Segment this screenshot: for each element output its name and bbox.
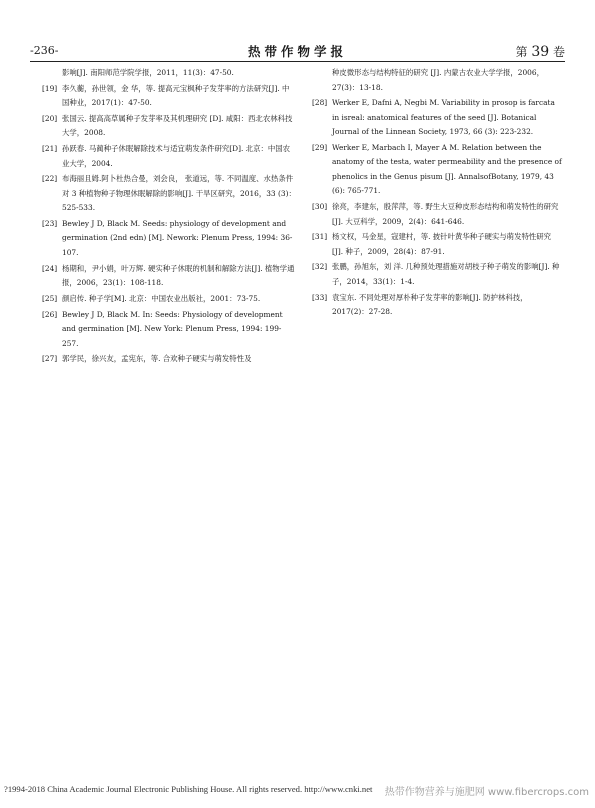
reference-entry xyxy=(312,96,562,140)
reference-entry xyxy=(312,230,562,259)
reference-text: 颜启传. 种子学[M]. 北京：中国农业出版社，2001：73-75. xyxy=(62,293,261,303)
reference-text: 布海丽且姆.阿卜杜热合曼，刘会良， 张道远，等. 不同温度、水热条件对 3 种植物种子物理休眠解除的影响[J]. 干旱区研究，2016，33 (3)：525-533. xyxy=(62,174,296,213)
reference-number: [32] xyxy=(312,262,328,272)
copyright-notice: ?1994-2018 China Academic Journal Electronic Publishing House. All rights reserved. http://www.cnki.net xyxy=(4,784,373,794)
reference-entry xyxy=(42,292,296,307)
reference-number: [24] xyxy=(42,263,58,273)
reference-entry xyxy=(42,352,296,367)
reference-text: 袁宝东. 不同处理对厚朴种子发芽率的影响[J]. 防护林科技，2017(2)：27-28. xyxy=(332,292,528,317)
header-rule xyxy=(30,61,565,62)
references-right-column xyxy=(312,66,562,321)
reference-number: [28] xyxy=(312,98,328,108)
reference-entry xyxy=(312,66,562,95)
page-number: -236- xyxy=(30,44,59,57)
reference-entry xyxy=(312,291,562,320)
reference-entry xyxy=(42,112,296,141)
watermark: 热带作物营养与施肥网 www.fibercrops.com xyxy=(384,787,589,798)
reference-entry xyxy=(42,308,296,352)
page-header xyxy=(30,40,565,60)
volume-prefix: 第 xyxy=(515,45,528,59)
reference-number: [21] xyxy=(42,144,58,154)
reference-entry xyxy=(42,262,296,291)
reference-number: [23] xyxy=(42,218,58,228)
references-left-column xyxy=(42,66,296,368)
reference-text: Bewley J D, Black M. Seeds: physiology of development and germination (2nd edn) [M]. Nework: Plenum Press, 1994: 36-107. xyxy=(62,218,293,257)
reference-number: [20] xyxy=(42,113,58,123)
reference-text: Werker E, Marbach I, Mayer A M. Relation between the anatomy of the testa, water permeability and the presence of phenolics in the Genus pisum [J]. AnnalsofBotany, 1979, 43 (6): 765-771. xyxy=(332,142,562,196)
journal-title: 热带作物学报 xyxy=(247,44,347,59)
reference-entry xyxy=(312,200,562,229)
reference-text: 杨期和，尹小娟，叶万辉. 硬实种子休眠的机制和解除方法[J]. 植物学通报，2006，23(1)：108-118. xyxy=(62,263,295,288)
reference-number: [31] xyxy=(312,232,328,242)
reference-text: 张国云. 提高高草属种子发芽率及其机理研究 [D]. 咸阳：西北农林科技大学，2008. xyxy=(62,113,293,138)
reference-text: 影响[J]. 南阳师范学院学报，2011，11(3)：47-50. xyxy=(62,68,234,77)
reference-entry xyxy=(312,260,562,289)
reference-number: [22] xyxy=(42,174,58,184)
reference-text: 杨文权，马金星，寇建村，等. 披针叶黄华种子硬实与萌发特性研究[J]. 种子，2009，28(4)：87-91. xyxy=(332,232,552,256)
reference-number: [19] xyxy=(42,83,58,93)
reference-number: [26] xyxy=(42,309,58,319)
reference-text: Bewley J D, Black M. In: Seeds: Physiology of development and germination [M]. New York: Plenum Press, 1994: 199-257. xyxy=(62,309,283,348)
reference-entry xyxy=(42,66,296,81)
reference-number: [25] xyxy=(42,293,58,303)
reference-entry xyxy=(42,217,296,261)
reference-entry xyxy=(42,142,296,171)
reference-text: 徐亮，李建东，殷萍萍，等. 野生大豆种皮形态结构和萌发特性的研究[J]. 大豆科学，2009，2(4)：641-646. xyxy=(332,202,559,226)
reference-entry xyxy=(42,82,296,111)
reference-entry xyxy=(312,141,562,199)
reference-text: 郭学民，徐兴友，孟宪东，等. 合欢种子硬实与萌发特性及 xyxy=(62,354,252,364)
reference-number: [33] xyxy=(312,292,328,302)
reference-number: [29] xyxy=(312,142,328,152)
reference-number: [27] xyxy=(42,354,58,364)
reference-text: Werker E, Dafni A, Negbi M. Variability in prosop is farcata in isreal: anatomical features of the seed [J]. Botanical Journal of the Linnean Society, 1973, 66 (3): 223-232. xyxy=(332,98,555,137)
volume-suffix: 卷 xyxy=(552,45,565,59)
reference-entry xyxy=(42,172,296,216)
volume-label xyxy=(515,43,565,60)
reference-text: 李久蘅，孙世领，金 华，等. 提高元宝枫种子发芽率的方法研究[J]. 中国种业，2017(1)：47-50. xyxy=(62,83,290,108)
reference-number: [30] xyxy=(312,202,328,212)
volume-number: 39 xyxy=(531,44,550,60)
reference-text: 孙跃春. 马蔺种子休眠解除技术与适宜萌发条件研究[D]. 北京：中国农业大学，2004. xyxy=(62,144,291,168)
reference-text: 种皮微形态与结构特征的研究 [J]. 内蒙古农业大学学报，2006，27(3)：13-18. xyxy=(332,68,544,92)
reference-text: 张鹏，孙旭东，刘 洋. 几种预处理措施对胡枝子种子萌发的影响[J]. 种子，2014，33(1)：1-4. xyxy=(332,262,560,286)
